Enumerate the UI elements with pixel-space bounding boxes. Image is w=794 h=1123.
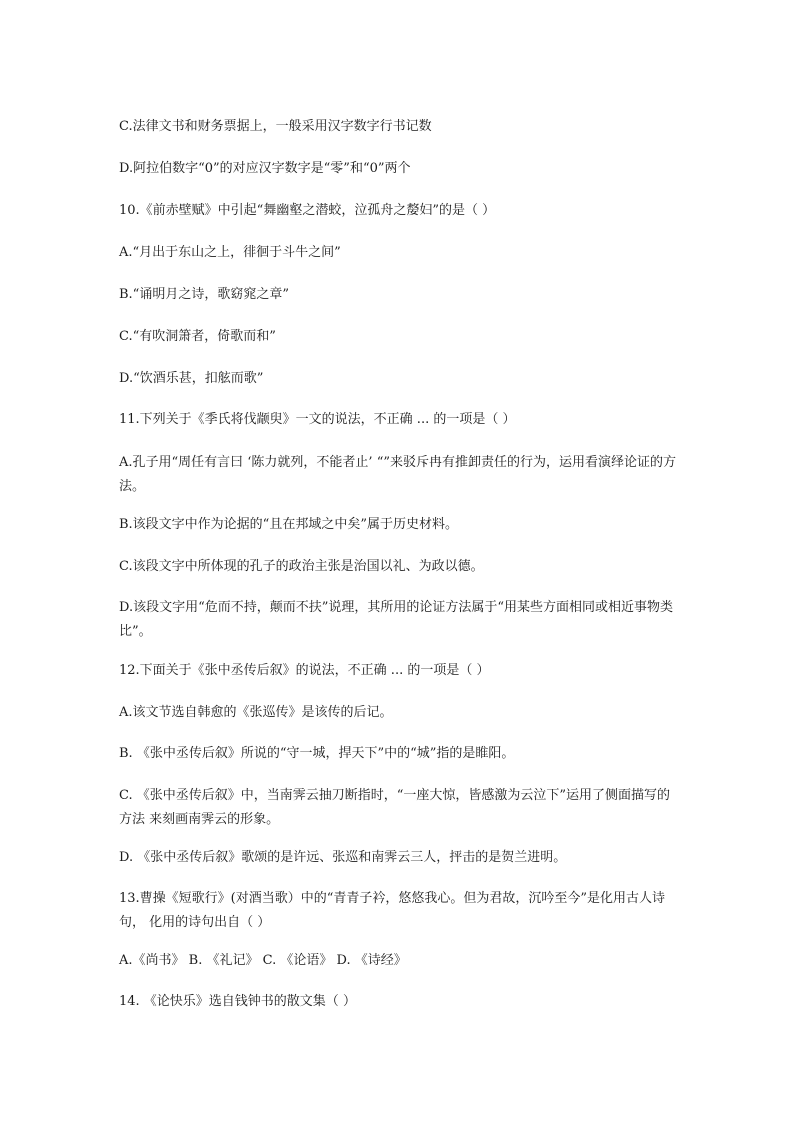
question-14: 14. 《论快乐》选自钱钟书的散文集（ ） (119, 994, 356, 1009)
question-10: 10.《前赤壁赋》中引起“舞幽壑之潜蛟，泣孤舟之嫠妇”的是（ ） (119, 203, 496, 218)
option-10a: A.“月出于东山之上，徘徊于斗牛之间” (119, 245, 341, 260)
document-page (119, 0, 679, 1123)
option-9d: D.阿拉伯数字“0”的对应汉字数字是“零”和“0”两个 (119, 161, 411, 176)
option-11c: C.该段文字中所体现的孔子的政治主张是治国以礼、为政以德。 (119, 559, 484, 574)
option-12a: A.该文节选自韩愈的《张巡传》是该传的后记。 (119, 705, 393, 720)
option-10d: D.“饮酒乐甚，扣舷而歌” (119, 371, 264, 386)
option-12d: D. 《张中丞传后叙》歌颂的是许远、张巡和南霁云三人，抨击的是贺兰进明。 (119, 850, 567, 865)
option-9c: C.法律文书和财务票据上，一般采用汉字数字行书记数 (119, 119, 432, 134)
question-13: 13.曹操《短歌行》(对酒当歌）中的“青青子衿，悠悠我心。但为君故，沉吟至今”是化用古人诗句， 化用的诗句出自（ ） (119, 891, 666, 930)
option-12c: C. 《张中丞传后叙》中，当南霁云抽刀断指时，“一座大惊，皆感激为云泣下”运用了侧面描写的方法 来刻画南霁云的形象。 (119, 788, 671, 827)
option-11d: D.该段文字用“危而不持，颠而不扶”说理，其所用的论证方法属于“用某些方面相同或相近事物类 比”。 (119, 600, 674, 639)
option-12b: B. 《张中丞传后叙》所说的“守一城，捍天下”中的“城”指的是睢阳。 (119, 746, 515, 761)
options-13: A.《尚书》 B. 《礼记》 C. 《论语》 D. 《诗经》 (119, 953, 407, 968)
question-12: 12.下面关于《张中丞传后叙》的说法，不正确 ... 的一项是（ ） (119, 663, 490, 678)
option-11a: A.孔子用“周任有言曰 ‘陈力就列，不能者止’ “”来驳斥冉有推卸责任的行为，运用看演绎论证的方 法。 (119, 455, 676, 494)
option-10c: C.“有吹洞箫者，倚歌而和” (119, 329, 276, 344)
option-11b: B.该段文字中作为论据的“且在邦域之中矣”属于历史材料。 (119, 517, 458, 532)
question-11: 11.下列关于《季氏将伐颛臾》一文的说法，不正确 ... 的一项是（ ） (119, 412, 516, 427)
option-10b: B.“诵明月之诗，歌窈窕之章” (119, 287, 289, 302)
